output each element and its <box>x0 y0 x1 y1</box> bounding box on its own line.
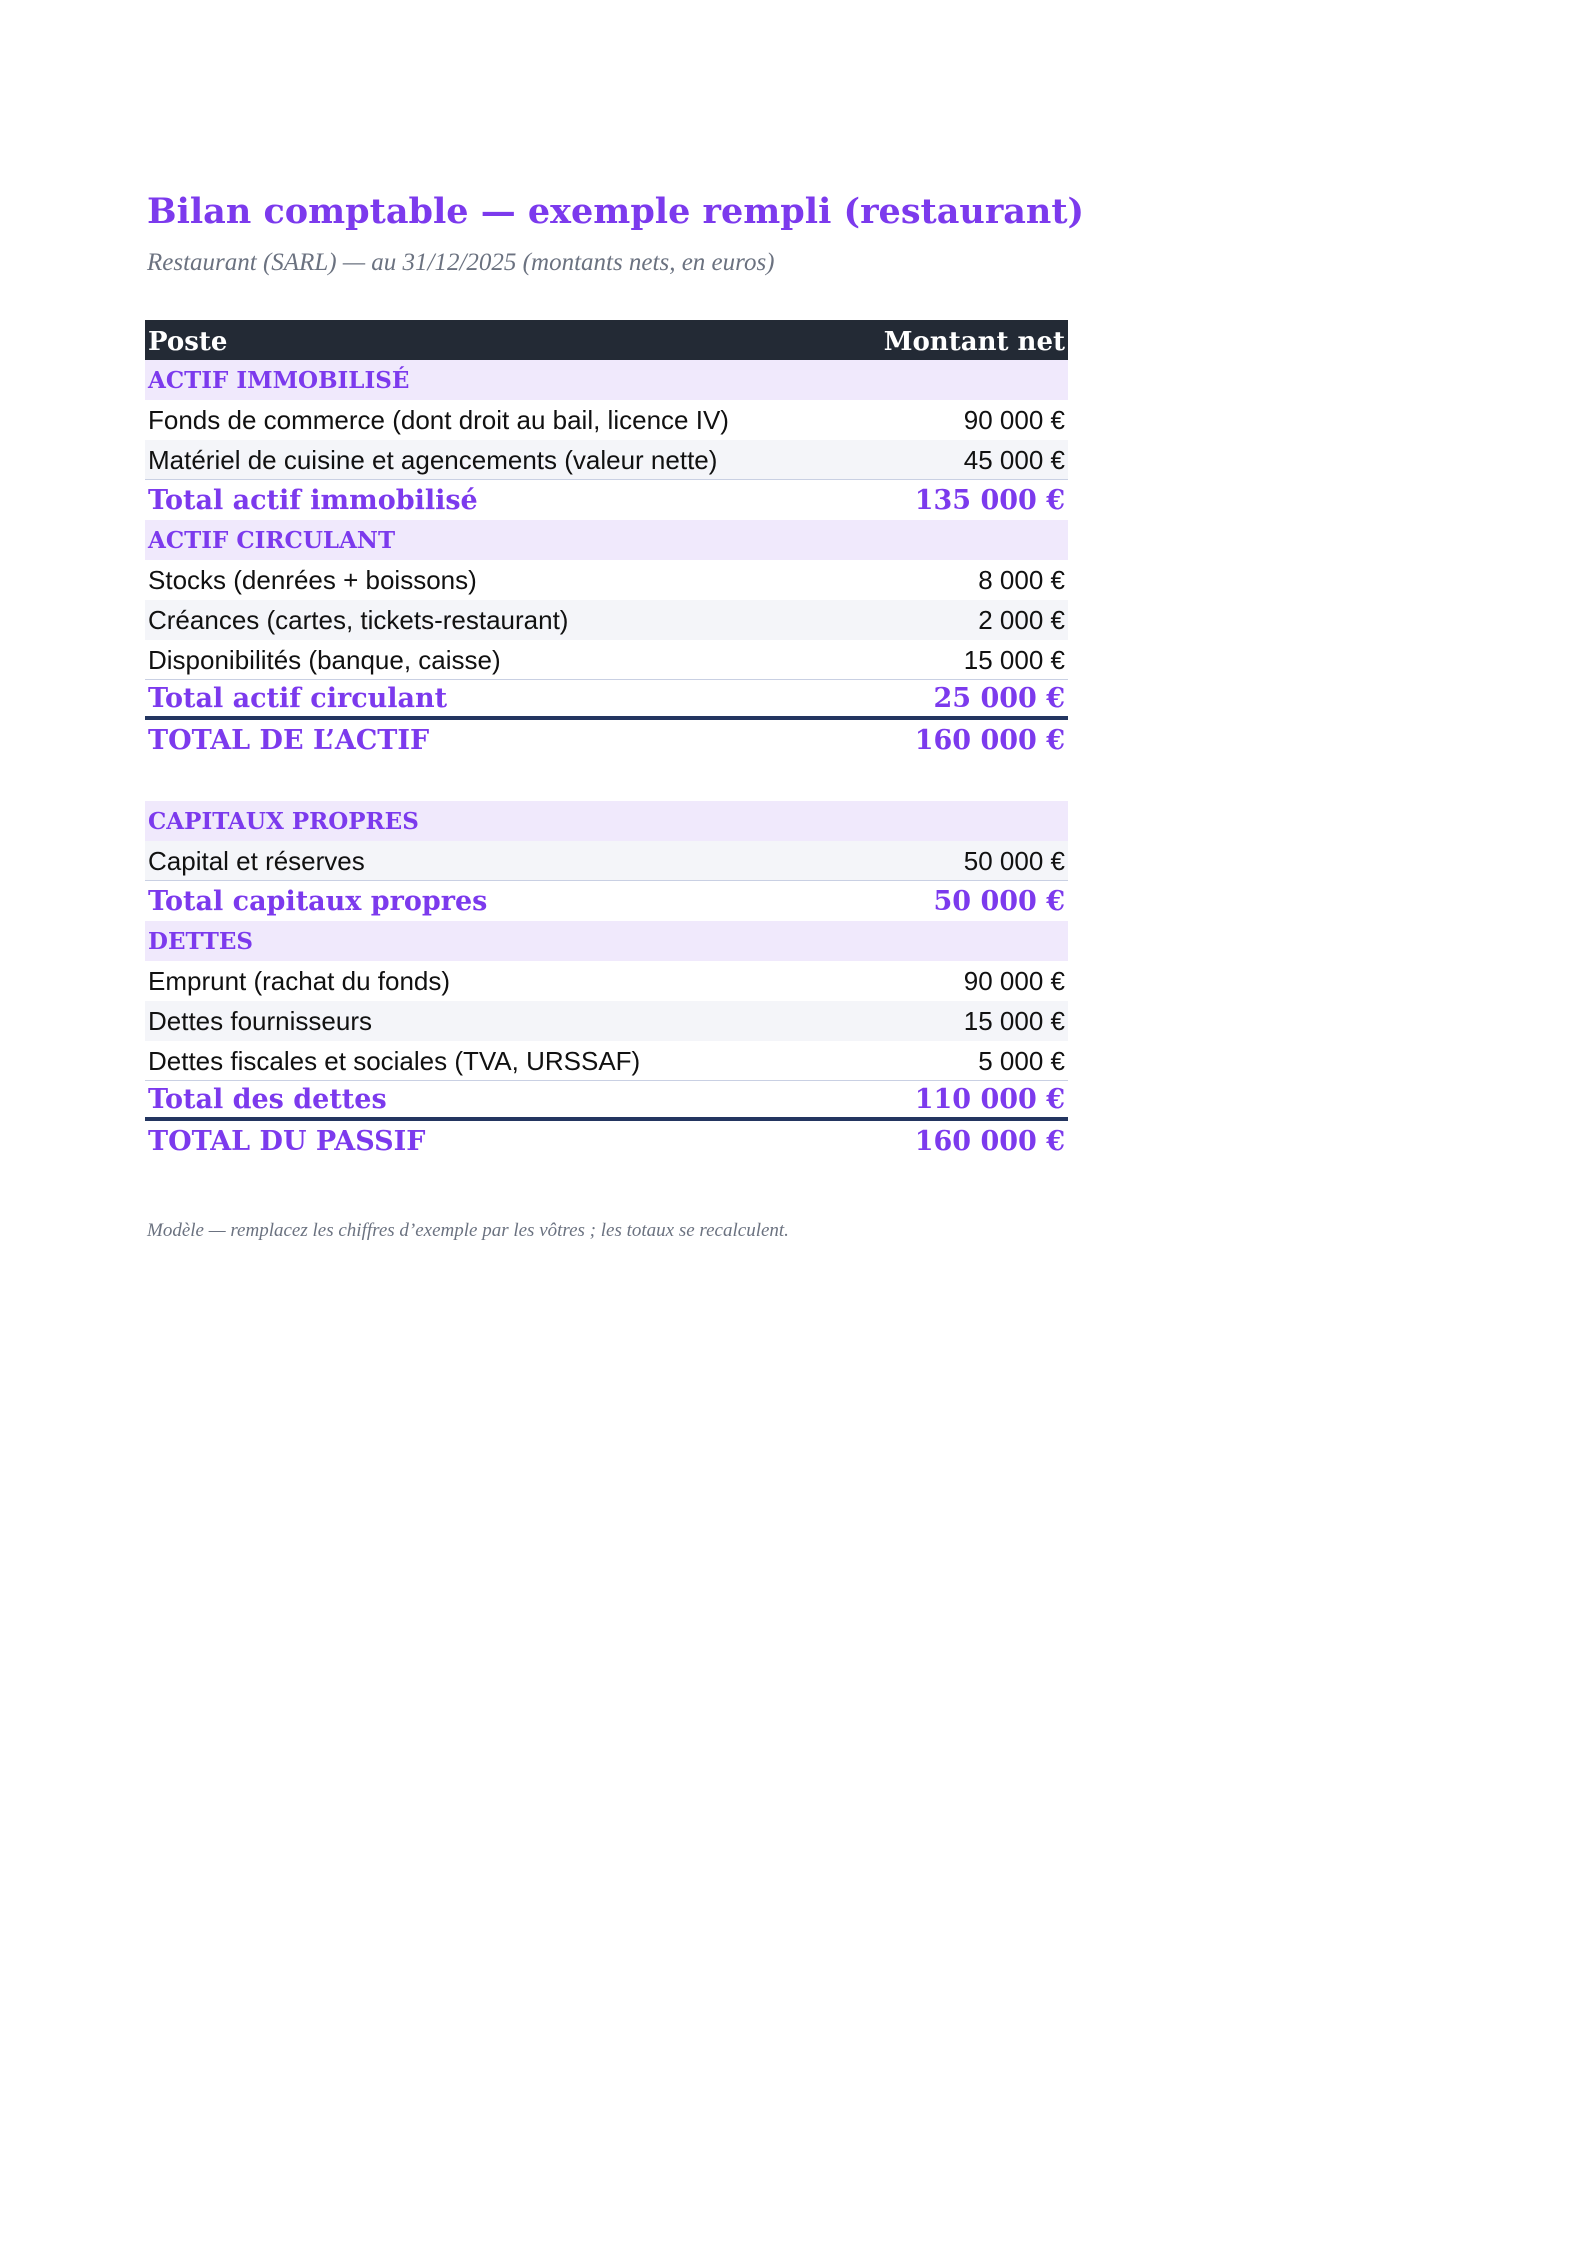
row-label: Matériel de cuisine et agencements (valeur nette) <box>148 444 718 475</box>
table-row <box>145 1001 1068 1041</box>
row-amount: 45 000 € <box>963 444 1065 475</box>
table-row <box>145 961 1068 1001</box>
grand-total-amount: 160 000 € <box>914 725 1065 756</box>
section-heading: CAPITAUX PROPRES <box>148 808 419 835</box>
subtotal-actif-circulant <box>145 680 1068 720</box>
subtotal-label: Total actif immobilisé <box>148 485 478 516</box>
page-title: Bilan comptable — exemple rempli (restaurant) <box>147 191 1085 232</box>
section-capitaux-propres <box>145 801 1068 841</box>
template-footnote: Modèle — remplacez les chiffres d’exemple par les vôtres ; les totaux se recalculent. <box>147 1220 789 1241</box>
row-amount: 8 000 € <box>978 565 1065 595</box>
subtotal-amount: 110 000 € <box>914 1084 1065 1115</box>
table-row <box>145 600 1068 640</box>
table-row <box>145 400 1068 440</box>
page-subtitle: Restaurant (SARL) — au 31/12/2025 (montants nets, en euros) <box>147 249 775 276</box>
row-label: Disponibilités (banque, caisse) <box>148 644 501 675</box>
table-row <box>145 440 1068 480</box>
subtotal-label: Total actif circulant <box>148 683 448 714</box>
section-heading: DETTES <box>148 928 254 955</box>
row-amount: 90 000 € <box>963 405 1065 435</box>
row-label: Emprunt (rachat du fonds) <box>148 966 451 996</box>
total-passif-row <box>145 1121 1068 1161</box>
row-label: Stocks (denrées + boissons) <box>148 565 477 595</box>
row-amount: 5 000 € <box>978 1045 1065 1076</box>
section-heading: ACTIF IMMOBILISÉ <box>148 367 410 394</box>
section-actif-immobilise <box>145 360 1068 400</box>
row-amount: 90 000 € <box>963 966 1065 996</box>
total-actif-row <box>145 720 1068 760</box>
section-heading: ACTIF CIRCULANT <box>148 527 396 554</box>
section-actif-circulant <box>145 520 1068 560</box>
table-row <box>145 841 1068 881</box>
subtotal-actif-immobilise <box>145 480 1068 520</box>
section-spacer <box>145 760 1068 801</box>
row-label: Dettes fournisseurs <box>148 1006 372 1036</box>
table-row <box>145 1041 1068 1081</box>
subtotal-dettes <box>145 1081 1068 1121</box>
row-amount: 50 000 € <box>963 845 1065 876</box>
subtotal-label: Total des dettes <box>148 1084 387 1115</box>
row-label: Dettes fiscales et sociales (TVA, URSSAF) <box>148 1045 641 1076</box>
row-label: Capital et réserves <box>148 845 365 876</box>
grand-total-label: TOTAL DE L’ACTIF <box>148 725 430 756</box>
subtotal-amount: 50 000 € <box>933 886 1065 917</box>
table-row <box>145 560 1068 600</box>
table-row <box>145 640 1068 680</box>
grand-total-label: TOTAL DU PASSIF <box>148 1126 426 1157</box>
subtotal-amount: 135 000 € <box>914 485 1065 516</box>
column-header-montant-net: Montant net <box>883 327 1065 357</box>
balance-sheet-table <box>145 320 1068 1161</box>
row-label: Fonds de commerce (dont droit au bail, licence IV) <box>148 405 729 435</box>
grand-total-amount: 160 000 € <box>914 1126 1065 1157</box>
row-amount: 2 000 € <box>978 605 1065 635</box>
subtotal-capitaux-propres <box>145 881 1068 921</box>
row-amount: 15 000 € <box>963 1006 1065 1036</box>
subtotal-amount: 25 000 € <box>933 683 1065 714</box>
row-label: Créances (cartes, tickets-restaurant) <box>148 605 569 635</box>
table-header-row <box>145 320 1068 360</box>
row-amount: 15 000 € <box>963 644 1065 675</box>
section-dettes <box>145 921 1068 961</box>
column-header-poste: Poste <box>148 327 228 357</box>
subtotal-label: Total capitaux propres <box>148 886 488 917</box>
